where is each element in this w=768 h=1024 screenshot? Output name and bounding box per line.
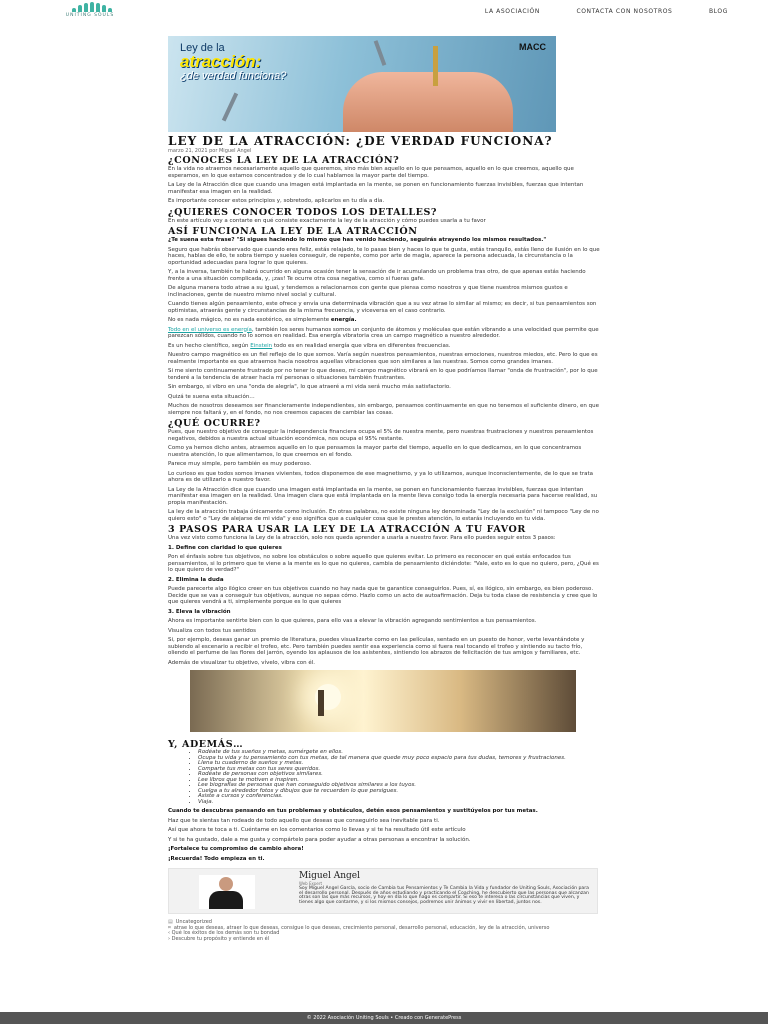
paragraph: Además de visualizar tu objetivo, vívelo, vibra con él. [168, 659, 316, 666]
heading-3-pasos: 3 PASOS PARA USAR LA LEY DE LA ATRACCIÓN A TU FAVOR [168, 524, 526, 535]
paragraph: Así que ahora te toca a ti. Cuéntame en los comentarios como lo llevas y si te ha resultado útil este artículo [168, 827, 466, 833]
nav-contacto[interactable]: CONTACTA CON NOSOTROS [576, 8, 673, 15]
step-heading [168, 609, 600, 616]
paragraph: Visualiza con todos tus sentidos [168, 627, 256, 634]
paragraph: Seguro que habrás observado que cuando eres feliz, estás relajado, te lo pasas bien y haces lo que te gusta, estás tranquilo, estás lleno de ilusión en lo que haces, hablas de ello, te sobra tiempo y sueles conseguir, de repente, como por arte de magia, aparece la persona adecuada, la circunstancia o la oportunidad adecuadas para lograr lo que quieres. [168, 246, 600, 266]
link-einstein[interactable]: Einstein [250, 342, 273, 349]
next-post[interactable] [168, 937, 600, 943]
paragraph [168, 327, 600, 340]
paragraph: En este artículo voy a contarte en qué consiste exactamente la ley de la atracción y cómo puedes usarla a tu favor [168, 217, 486, 224]
avatar-body [209, 891, 243, 909]
hero-line-1: Ley de la [180, 42, 225, 54]
bold-text: energía. [330, 317, 357, 323]
list-item: • Comparte tus metas con tus seres queridos. [198, 767, 600, 773]
heading-quieres: ¿QUIERES CONOCER TODOS LOS DETALLES? [168, 206, 438, 218]
paragraph: Si me siento continuamente frustrado por no tener lo que deseo, mi campo magnético vibrará en lo que podríamos llamar "onda de frustración", por lo que tenderé a la tendencia de atraer hacia mí personas o situaciones también frustrantes. [168, 368, 598, 381]
paragraph: Muchos de nosotros deseamos ser financieramente independientes, sin embargo, pensamos continuamente en que no tenemos el suficiente dinero, en que siempre nos faltará y, en el fondo, no nos creemos capaces de cambiar las cosas. [168, 403, 599, 416]
list-item: • Cuelga a tu alrededor fotos y dibujos que te recuerden lo que persigues. [198, 789, 600, 795]
article [168, 36, 600, 942]
post-title: LEY DE LA ATRACCIÓN: ¿DE VERDAD FUNCIONA? [168, 134, 553, 148]
lotus-icon [70, 2, 110, 12]
paragraph [168, 237, 600, 244]
post-navigation [168, 931, 600, 942]
author-role: Web Expert [299, 881, 323, 886]
paragraph: Es importante conocer estos principios y, sobretodo, aplicarlos en tu día a día. [168, 198, 385, 204]
paragraph: Lo curioso es que todos somos imanes vivientes, todos disponemos de ese magnetismo, y ya lo utilizamos, aunque inconscientemente, de lo que se trata ahora es de utilizarlo a nuestro favor. [168, 470, 593, 483]
sunset-photo [190, 670, 576, 732]
key-icon [222, 93, 238, 122]
tips-list [198, 750, 600, 805]
step-heading [168, 577, 600, 584]
paragraph: La Ley de la Atracción dice que cuando una imagen está implantada en la mente, se ponen en funcionamiento fuerzas invisibles, fuerzas que intentan manifestar esa imagen en la realidad. [168, 182, 584, 195]
avatar-head [219, 877, 233, 891]
step-heading [168, 545, 600, 552]
paragraph: Como ya hemos dicho antes, atraemos aquello en lo que pensamos la mayor parte del tiempo, aquello en lo que dedicamos, en lo que concentramos nuestra atención, lo que alimentamos, lo que creemos en el fondo. [168, 445, 582, 458]
hand-image [343, 72, 513, 132]
text: Es un hecho científico, según [168, 342, 251, 349]
bold-text: ¡Recuerda! Todo empieza en ti. [168, 855, 265, 862]
site-logo[interactable] [48, 2, 132, 22]
bold-text: Cuando te descubras pensando en tus problemas y obstáculos, detén esos pensamientos y sustitúyelos por tus metas. [168, 808, 538, 814]
prev-post-title[interactable]: Qué los éxitos de los demás son tu bondad [171, 930, 280, 936]
next-post-title[interactable]: Descubre tu propósito y entiende en él [171, 935, 270, 942]
step-2-title: 2. Elimina la duda [168, 576, 224, 583]
heading-conoces: ¿CONOCES LA LEY DE LA ATRACCIÓN? [168, 155, 400, 166]
list-item: • Viaja. [198, 800, 600, 806]
nav-asociacion[interactable]: LA ASOCIACIÓN [484, 8, 540, 15]
nav-blog[interactable]: BLOG [708, 8, 728, 15]
logo-text: UNITING SOULS [65, 13, 115, 18]
quote-text: ¿Te suena esta frase? "Si sigues haciendo lo mismo que has venido haciendo, seguirás atrayendo los mismos resultados." [168, 237, 547, 243]
site-header [0, 0, 768, 24]
paragraph: Ahora es importante sentirte bien con lo que quieres, para ello vas a elevar la vibración agregando sentimientos a tus pensamientos. [168, 618, 537, 624]
paragraph: La Ley de la Atracción dice que cuando una imagen está implantada en la mente, se ponen en funcionamiento fuerzas invisibles, fuerzas que intentan manifestar esa imagen en la realidad. Una imagen clara que está implantada en la mente lleva consigo toda la energía necesaria para hacerse realidad, su propia manifestación. [168, 486, 598, 506]
category-link[interactable]: Uncategorized [175, 919, 212, 925]
heading-que-ocurre: ¿QUÉ OCURRE? [168, 418, 261, 429]
hero-line-2: atracción: [180, 52, 262, 71]
paragraph [168, 317, 600, 324]
list-item: • Lee libros que te motiven e inspiren. [198, 778, 600, 784]
paragraph [168, 856, 600, 863]
paragraph: De alguna manera todo atrae a su igual, y tendemos a relacionarnos con gente que piensa como nosotros y que tiene nuestros mismos gustos e inclinaciones, gente de nuestro mismo nivel social y cultural. [168, 285, 568, 298]
list-item: • Llena tu cuaderno de sueños y metas. [198, 761, 600, 767]
main-nav [451, 8, 728, 15]
author-avatar [199, 875, 255, 909]
list-item: • Rodéate de tus sueños y metas, sumérgete en ellos. [198, 750, 600, 756]
paragraph [168, 846, 600, 853]
list-item: • Lee biografías de personas que han conseguido objetivos similares a los tuyos. [198, 783, 600, 789]
step-1-title: 1. Define con claridad lo que quieres [168, 544, 282, 551]
brand-logo: MACC [519, 42, 546, 52]
heading-ademas: Y, ADEMÁS… [168, 739, 244, 750]
paragraph [168, 343, 600, 350]
paragraph: Y si te ha gustado, dale a me gusta y compártelo para poder ayudar a otras personas a encontrar la solución. [168, 836, 471, 843]
author-name[interactable]: Miguel Angel [299, 871, 360, 881]
paragraph: Una vez visto como funciona la Ley de la atracción, solo nos queda aprender a usarla a nuestro favor. Para ello puedes seguir estos 3 pasos: [168, 535, 556, 541]
chevron-right-icon: › [168, 935, 172, 942]
tag-icon: ⌗ [168, 924, 171, 931]
text: No es nada mágico, no es nada esotérico, es simplemente [168, 317, 331, 323]
paragraph: Y, a la inversa, también te habrá ocurrido en alguna ocasión tener la sensación de ir acumulando un problema tras otro, de que apenas estás haciendo frente a una situación complicada, y, ¡zas! Te ocurre otra cosa negativa, como si fueras gafe. [168, 269, 586, 282]
featured-image [168, 36, 556, 132]
author-box [168, 868, 598, 914]
paragraph: Puede parecerte algo ilógico creer en tus objetivos cuando no hay nada que te garantice conseguirlos. Pues, sí, es ilógico, sin embargo, es bien poderoso. Decide que se vas a conseguir tus objetivos, aunque no sepas cómo. Hazlo como un acto de autoafirmación. Deja tu toda clase de resistencia y cree que lo que quieres vendrá a ti, simplemente porque es lo que quieres [168, 586, 598, 605]
paragraph: Quizá te suena esta situación… [168, 393, 255, 400]
folder-icon: ▤ [168, 919, 173, 925]
person-silhouette [318, 690, 324, 716]
golden-key-icon [433, 46, 438, 86]
paragraph: Haz que te sientas tan rodeado de todo aquello que deseas que conseguirlo sea inevitable para ti. [168, 817, 440, 824]
bold-text: ¡Fortalece tu compromiso de cambio ahora! [168, 846, 304, 852]
key-icon [374, 40, 387, 66]
paragraph: Pon el énfasis sobre tus objetivos, no sobre los obstáculos o sobre aquello que quieres evitar. Lo primero es reconocer en qué estás enfocados tus pensamientos, si lo primero que te viene a la mente es lo que no quieres, cambia de pensamiento diciéndote: "Vale, esto es lo que no quiero, pero, ¿Qué es lo que quiero de verdad?" [168, 554, 599, 573]
site-footer: © 2022 Asociación Uniting Souls • Creado con GeneratePress [0, 1012, 768, 1024]
paragraph: Si, por ejemplo, deseas ganar un premio de literatura, puedes visualizarte como en las películas, sentado en un puesto de honor, verte levantándote y subiendo al escenario a recibir el trofeo, etc. Pero también puedes sentir esa experiencia como si fuera real tocando el trofeo y sintiendo su tacto frío, oliendo el perfume de las flores del jarrón, oyendo los aplausos de los asistentes, sintiendo los abrazos de felicitación de tus amigos y familiares, etc. [168, 637, 585, 656]
hero-line-3: ¿de verdad funciona? [180, 70, 287, 82]
chevron-left-icon: ‹ [168, 930, 172, 936]
list-item: • Asiste a cursos y conferencias. [198, 794, 600, 800]
author-bio: Soy Miguel Angel García, socio de Cambia tus Pensamientos y Te Cambia la Vida y fundador de Uniting Souls, Asociación para el desarrollo personal. Después de años estudiando y practicando el Coaching, he descubierto que las personas que alcanzan otras son las que más recursos, y hoy en día lo que hago es compartir. Si eso te interesa o las circunstancias que viven, y tienes algo que contarme, y si los mismos consejos, podremos unir ánimos y vivir en libertad, juntos nos. [299, 886, 589, 905]
paragraph: Pues, que nuestro objetivo de conseguir la independencia financiera ocupa el 5% de nuestra mente, pero nuestras frustraciones y nuestros pensamientos negativos, debidos a nuestra actual situación económica, nos ocupa el 95% restante. [168, 429, 594, 442]
step-3-title: 3. Eleva la vibración [168, 608, 231, 615]
list-item: • Ocupa tu vida y tu pensamiento con tus metas, de tal manera que quede muy poco espacio para tus dudas, temores y frustraciones. [198, 756, 600, 762]
post-meta: marzo 21, 2021 por Miguel Angel [168, 148, 252, 154]
text: todo es en realidad energía que vibra en diferentes frecuencias. [272, 342, 451, 349]
list-item: • Rodéate de personas con objetivos similares. [198, 772, 600, 778]
paragraph: Parece muy simple, pero también es muy poderoso. [168, 461, 312, 467]
tags-list[interactable]: atrae lo que deseas, atraer lo que deseas, consigue lo que deseas, crecimiento personal, desarrollo personal, educación, ley de la atracción, universo [173, 924, 550, 931]
heading-asi-funciona: ASÍ FUNCIONA LA LEY DE LA ATRACCIÓN [168, 226, 418, 237]
paragraph: En la vida no atraemos necesariamente aquello que queremos, sino más bien aquello en lo que pensamos, aquello en lo que creemos, aquello que esperamos, en lo que estamos concentrados y de lo cual hablamos la mayor parte del tiempo. [168, 166, 574, 179]
text: , también los seres humanos somos un conjunto de átomos y moléculas que están vibrando a una velocidad que permite que parezcan sólidos, cuando no lo somos en realidad. Esa energía vibratoria crea un campo magnético a nuestro alrededor. [168, 326, 599, 339]
paragraph: Cuando tienes algún pensamiento, este ofrece y envía una determinada vibración que a su vez atrae lo similar al mismo; es decir, si tus pensamientos son optimistas, atraerás gente y circunstancias de la misma frecuencia, y viceversa en el caso contrario. [168, 301, 597, 314]
paragraph: Nuestro campo magnético es un fiel reflejo de lo que somos. Varía según nuestros pensamientos, nuestras emociones, nuestros miedos, etc. Pero lo que es realmente importante es que atraemos hacia nosotros aquellas vibraciones que son similares a las nuestras. Somos como grandes imanes. [168, 352, 598, 365]
paragraph [168, 808, 600, 815]
paragraph: Sin embargo, si vibro en una "onda de alegría", lo que atraeré a mi vida será mucho más satisfactorio. [168, 384, 451, 390]
link-universo-energia[interactable]: Todo en el universo es energía [168, 326, 252, 333]
paragraph: La ley de la atracción trabaja únicamente como inclusión. En otras palabras, no existe ninguna ley denominada "Ley de la exclusión" ni tampoco "Ley de no quiero esto" o "Ley de alejarse de mi vida" y eso significa que a cualquier cosa que le prestes atención, lo estarás incluyendo en tu vida. [168, 509, 599, 522]
